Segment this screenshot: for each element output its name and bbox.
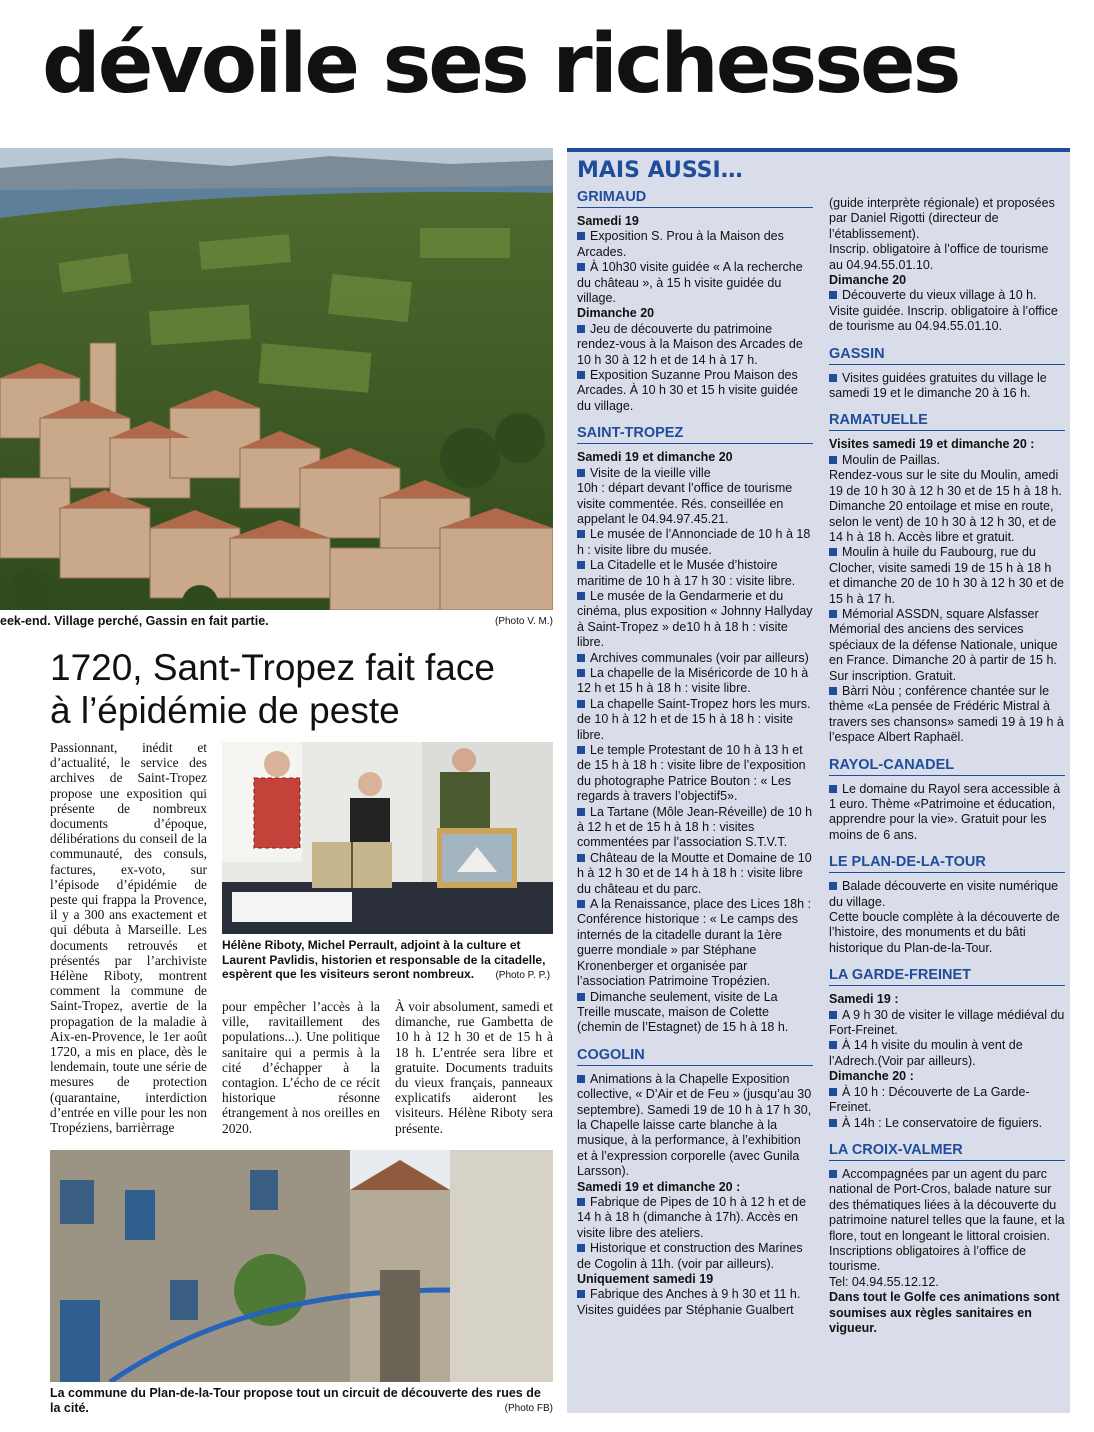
event-item bbox=[829, 910, 1065, 956]
section-title: LA GARDE-FREINET bbox=[829, 966, 1065, 986]
event-item bbox=[577, 1072, 813, 1180]
item-text: Exposition Suzanne Prou Maison des Arcades. À 10 h 30 et 15 h visite guidée du village. bbox=[577, 368, 798, 413]
sidebar-section bbox=[829, 196, 1065, 335]
bullet-square-icon bbox=[829, 374, 837, 382]
item-text: À 14h : Le conservatoire de figuiers. bbox=[842, 1115, 1043, 1130]
item-text: Fabrique des Anches à 9 h 30 et 11 h. Visites guidées par Stéphanie Gualbert bbox=[577, 1287, 801, 1317]
sidebar-section bbox=[829, 966, 1065, 1131]
item-text: La Citadelle et le Musée d’histoire maritime de 10 h à 17 h 30 : visite libre. bbox=[577, 558, 796, 588]
item-text: Bàrri Nòu ; conférence chantée sur le thème «La pensée de Frédéric Mistral à travers ses chansons» samedi 19 à 19 h à l’espace Albert Raphaël. bbox=[829, 683, 1064, 745]
schedule-label bbox=[829, 437, 1065, 452]
bullet-square-icon bbox=[829, 291, 837, 299]
section-title: COGOLIN bbox=[577, 1046, 813, 1066]
event-item bbox=[829, 288, 1065, 334]
item-text: Inscrip. obligatoire à l’office de tourisme au 04.94.55.01.10. bbox=[829, 242, 1049, 272]
event-item bbox=[577, 558, 813, 589]
event-item bbox=[577, 481, 813, 527]
schedule-label bbox=[829, 273, 1065, 288]
bullet-square-icon bbox=[829, 456, 837, 464]
sidebar-section bbox=[829, 756, 1065, 844]
item-text: A la Renaissance, place des Lices 18h : Conférence historique : « Le camps des internés de la citadelle durant la 1ère guerre mondiale » par Stéphane Kronenberger et organisée par l’association Patrimoine Tropézien. bbox=[577, 897, 811, 989]
photo1-caption-text: eek-end. Village perché, Gassin en fait partie. bbox=[0, 614, 269, 628]
item-text: Accompagnées par un agent du parc national de Port-Cros, balade nature sur des thématiques liées à la découverte du patrimoine naturel telles que la faune, et la flore, tout en longeant le littoral croisien. Inscriptions obligatoires à l’office de tourisme. bbox=[829, 1166, 1065, 1274]
event-item bbox=[577, 260, 813, 306]
bullet-square-icon bbox=[829, 1041, 837, 1049]
bullet-square-icon bbox=[829, 1011, 837, 1019]
headline: dévoile ses richesses bbox=[42, 17, 959, 112]
bullet-square-icon bbox=[829, 610, 837, 618]
item-text: Découverte du vieux village à 10 h. Visite guidée. Inscrip. obligatoire à l’office de tourisme au 04.94.55.01.10. bbox=[829, 288, 1058, 334]
bullet-square-icon bbox=[577, 232, 585, 240]
event-item bbox=[577, 1195, 813, 1241]
bullet-square-icon bbox=[577, 469, 585, 477]
item-text: Visites guidées gratuites du village le samedi 19 et le dimanche 20 à 16 h. bbox=[829, 370, 1047, 401]
schedule-label bbox=[577, 1180, 813, 1195]
bullet-square-icon bbox=[577, 1244, 585, 1252]
section-title: LA CROIX-VALMER bbox=[829, 1141, 1065, 1161]
section-title: SAINT-TROPEZ bbox=[577, 424, 813, 444]
schedule-label bbox=[829, 1290, 1065, 1336]
item-text: Jeu de découverte du patrimoine rendez-vous à la Maison des Arcades de 10 h 30 à 12 h et de 14 h à 17 h. bbox=[577, 321, 803, 367]
photo2-caption-text: Hélène Riboty, Michel Perrault, adjoint à la culture et Laurent Pavlidis, historien et responsable de la citadelle, espèrent que les visiteurs seront nombreux. bbox=[222, 938, 546, 981]
event-item bbox=[577, 651, 813, 666]
bullet-square-icon bbox=[829, 1170, 837, 1178]
section-title: LE PLAN-DE-LA-TOUR bbox=[829, 853, 1065, 873]
event-item bbox=[829, 1167, 1065, 1275]
item-text: Balade découverte en visite numérique du village. bbox=[829, 879, 1059, 909]
event-item bbox=[829, 782, 1065, 844]
article-title bbox=[50, 646, 550, 732]
event-item bbox=[577, 368, 813, 414]
photo3-caption-text: La commune du Plan-de-la-Tour propose tout un circuit de découverte des rues de la cité. bbox=[50, 1386, 541, 1415]
exhibition-photo bbox=[222, 742, 553, 934]
event-item bbox=[577, 666, 813, 697]
event-item bbox=[829, 684, 1065, 746]
bullet-square-icon bbox=[829, 1088, 837, 1096]
item-text: Dimanche 20 : bbox=[829, 1069, 914, 1084]
item-text: Mémorial ASSDN, square Alsfasser Mémorial des anciens des services spéciaux de la défense Nationale, unique en France. Dimanche 20 à partir de 15 h. Sur inscription. Gratuit. bbox=[829, 606, 1058, 683]
item-text: La chapelle de la Miséricorde de 10 h à 12 h et 15 h à 18 h : visite libre. bbox=[577, 665, 809, 696]
bullet-square-icon bbox=[577, 1198, 585, 1206]
item-text: Samedi 19 : bbox=[829, 992, 899, 1007]
event-item bbox=[577, 1241, 813, 1272]
event-item bbox=[829, 242, 1065, 273]
bullet-square-icon bbox=[577, 700, 585, 708]
item-text: Le musée de l’Annonciade de 10 h à 18 h : visite libre du musée. bbox=[577, 527, 811, 557]
item-text: Le temple Protestant de 10 h à 13 h et de 15 h à 18 h : visite libre de l’exposition du photographe Patrice Bouton : « Les regards à travers l’objectif5». bbox=[577, 743, 806, 804]
bullet-square-icon bbox=[577, 900, 585, 908]
sidebar-heading: MAIS AUSSI… bbox=[577, 158, 743, 183]
event-item bbox=[829, 196, 1065, 242]
section-title: RAYOL-CANADEL bbox=[829, 756, 1065, 776]
photo1-caption bbox=[0, 614, 553, 629]
bullet-square-icon bbox=[577, 263, 585, 271]
bullet-square-icon bbox=[829, 882, 837, 890]
event-item bbox=[829, 1008, 1065, 1039]
item-text: Dimanche seulement, visite de La Treille muscate, maison de Colette (chemin de l’Estagnet) de 15 h à 18 h. bbox=[577, 989, 789, 1035]
item-text: Samedi 19 bbox=[577, 214, 639, 228]
bullet-square-icon bbox=[577, 669, 585, 677]
bullet-square-icon bbox=[577, 1290, 585, 1298]
sidebar-section bbox=[829, 345, 1065, 402]
event-item bbox=[829, 468, 1065, 545]
event-item bbox=[577, 589, 813, 651]
item-text: Uniquement samedi 19 bbox=[577, 1272, 714, 1286]
article-col2-text: pour empêcher l’accès à la ville, ravitaillement des populations...). Une politique sanitaire qui a permis à la cité d’échapper à la contagion. L’écho de ce récit historique résonne étrangement à nos oreilles en 2020. bbox=[222, 999, 380, 1136]
photo3-credit: (Photo FB) bbox=[504, 1403, 553, 1414]
sidebar-section bbox=[577, 424, 813, 1035]
exhibition-illustration bbox=[222, 742, 553, 934]
event-item bbox=[577, 229, 813, 260]
mais-aussi-sidebar bbox=[567, 148, 1070, 1413]
section-title: RAMATUELLE bbox=[829, 411, 1065, 431]
schedule-label bbox=[577, 1272, 813, 1287]
item-text: La Tartane (Môle Jean-Réveille) de 10 h à 12 h et de 15 h à 18 h : visites commentées par l’association S.T.V.T. bbox=[577, 804, 813, 850]
item-text: À 10h30 visite guidée « A la recherche du château », à 15 h visite guidée du village. bbox=[577, 260, 803, 306]
bullet-square-icon bbox=[577, 325, 585, 333]
item-text: A 9 h 30 de visiter le village médiéval du Fort-Freinet. bbox=[829, 1007, 1065, 1038]
event-item bbox=[829, 371, 1065, 402]
article-col1 bbox=[50, 740, 207, 1140]
item-text: Moulin de Paillas. bbox=[842, 452, 940, 467]
village-street-illustration bbox=[50, 1150, 553, 1382]
event-item bbox=[577, 897, 813, 989]
item-text: Archives communales (voir par ailleurs) bbox=[590, 650, 809, 665]
sidebar-right-column bbox=[829, 196, 1065, 1346]
article-col3-text: À voir absolument, samedi et dimanche, rue Gambetta de 10 h à 12 h 30 et de 15 h à 18 h. L’entrée sera libre et gratuite. Documents traduits du vieux français, panneaux explicatifs aideront les visiteurs. Hélène Riboty sera présente. bbox=[395, 999, 553, 1136]
bullet-square-icon bbox=[577, 561, 585, 569]
plan-de-la-tour-photo bbox=[50, 1150, 553, 1382]
item-text: Fabrique de Pipes de 10 h à 12 h et de 14 h à 18 h (dimanche à 17h). Accès en visite libre des ateliers. bbox=[577, 1194, 807, 1240]
sidebar-section bbox=[577, 1046, 813, 1319]
event-item bbox=[577, 322, 813, 368]
item-text: Le domaine du Rayol sera accessible à 1 euro. Thème «Patrimoine et éducation, apprendre pour la vie». Gratuit pour les moins de 6 ans. bbox=[829, 781, 1061, 842]
event-item bbox=[829, 1085, 1065, 1116]
sidebar-left-column bbox=[577, 188, 813, 1328]
bullet-square-icon bbox=[577, 592, 585, 600]
photo2-caption bbox=[222, 938, 553, 984]
item-text: Samedi 19 et dimanche 20 : bbox=[577, 1179, 741, 1194]
photo3-caption bbox=[50, 1386, 553, 1416]
item-text: (guide interprète régionale) et proposées par Daniel Rigotti (directeur de l’établissement). bbox=[829, 196, 1055, 241]
sidebar-section bbox=[577, 188, 813, 414]
schedule-label bbox=[829, 1069, 1065, 1084]
event-item bbox=[829, 453, 1065, 468]
bullet-square-icon bbox=[577, 808, 585, 816]
event-item bbox=[577, 466, 813, 481]
event-item bbox=[829, 1116, 1065, 1131]
item-text: Le musée de la Gendarmerie et du cinéma, plus exposition « Johnny Hallyday à Saint-Tropez » de10 h à 18 h : visite libre. bbox=[577, 588, 813, 650]
sidebar-section bbox=[829, 853, 1065, 956]
bullet-square-icon bbox=[577, 746, 585, 754]
bullet-square-icon bbox=[577, 1075, 585, 1083]
photo2-credit: (Photo P. P.) bbox=[495, 970, 551, 981]
schedule-label bbox=[577, 214, 813, 229]
item-text: À 10 h : Découverte de La Garde-Freinet. bbox=[829, 1084, 1030, 1115]
photo1-credit: (Photo V. M.) bbox=[495, 616, 553, 627]
schedule-label bbox=[577, 450, 813, 465]
item-text: Visites samedi 19 et dimanche 20 : bbox=[829, 437, 1035, 452]
article-title-line2: à l’épidémie de peste bbox=[50, 690, 400, 731]
event-item bbox=[829, 1038, 1065, 1069]
village-aerial-photo bbox=[0, 148, 553, 610]
item-text: Cette boucle complète à la découverte de l’histoire, des monuments et du bâti historique du Plan-de-la-Tour. bbox=[829, 910, 1060, 955]
item-text: Tel: 04.94.55.12.12. bbox=[829, 1274, 939, 1289]
event-item bbox=[577, 851, 813, 897]
bullet-square-icon bbox=[577, 371, 585, 379]
item-text: Dans tout le Golfe ces animations sont soumises aux règles sanitaires en vigueur. bbox=[829, 1290, 1060, 1335]
item-text: Rendez-vous sur le site du Moulin, amedi 19 de 10 h 30 à 12 h 30 et de 15 h à 18 h. Dimanche 20 entoilage et mise en route, selon le vent) de 10 h 30 à 12 h 30, et de 14 h à 18 h. Accès libre et gratuit. bbox=[829, 468, 1062, 544]
bullet-square-icon bbox=[829, 548, 837, 556]
item-text: Visite de la vieille ville bbox=[590, 465, 711, 480]
item-text: À 14 h visite du moulin à vent de l’Adrech.(Voir par ailleurs). bbox=[829, 1038, 1023, 1068]
section-title: GASSIN bbox=[829, 345, 1065, 365]
event-item bbox=[577, 805, 813, 851]
item-text: 10h : départ devant l’office de tourisme visite commentée. Rés. conseillée en appelant le 04.94.97.45.21. bbox=[577, 481, 793, 526]
item-text: La chapelle Saint-Tropez hors les murs. de 10 h à 12 h et de 15 h à 18 h : visite libre. bbox=[577, 696, 811, 742]
event-item bbox=[577, 743, 813, 805]
bullet-square-icon bbox=[577, 854, 585, 862]
event-item bbox=[829, 545, 1065, 607]
item-text: Animations à la Chapelle Exposition collective, « D’Air et de Feu » (jusqu’au 30 septembre). Samedi 19 de 10 h à 17 h 30, la Chapelle laisse carte blanche à la musique, à la performance, à l’exhibition et à l’expression corporelle (avec Gunila Larsson). bbox=[577, 1071, 812, 1179]
event-item bbox=[577, 697, 813, 743]
sidebar-section bbox=[829, 411, 1065, 745]
bullet-square-icon bbox=[577, 654, 585, 662]
item-text: Exposition S. Prou à la Maison des Arcades. bbox=[577, 229, 784, 259]
village-aerial-illustration bbox=[0, 148, 553, 610]
event-item bbox=[577, 527, 813, 558]
item-text: Dimanche 20 bbox=[577, 306, 655, 321]
bullet-square-icon bbox=[829, 1119, 837, 1127]
item-text: Dimanche 20 bbox=[829, 273, 907, 288]
schedule-label bbox=[577, 306, 813, 321]
bullet-square-icon bbox=[829, 687, 837, 695]
bullet-square-icon bbox=[577, 993, 585, 1001]
item-text: Historique et construction des Marines de Cogolin à 11h. (voir par ailleurs). bbox=[577, 1241, 803, 1271]
event-item bbox=[829, 1275, 1065, 1290]
item-text: Samedi 19 et dimanche 20 bbox=[577, 450, 733, 465]
sidebar-section bbox=[829, 1141, 1065, 1336]
article-col2 bbox=[222, 999, 380, 1139]
article-col3 bbox=[395, 999, 553, 1139]
item-text: Moulin à huile du Faubourg, rue du Clocher, visite samedi 19 de 15 h à 18 h et dimanche 20 de 10 h 30 à 12 h 30 et de 15 h à 17 h. bbox=[829, 545, 1064, 606]
event-item bbox=[829, 879, 1065, 910]
article-col1-text: Passionnant, inédit et d’actualité, le service des archives de Saint-Tropez propose une exposition qui présente de nombreux documents d’époque, délibérations du conseil de la communauté, des consuls, factures, ex-voto, sur l’épisode d’épidémie de peste qui frappa la Provence, il y a 300 ans exactement et qui débuta à Marseille. Les documents retrouvés et présentés par l’archiviste Hélène Riboty, montrent comment la commune de Saint-Tropez, avertie de la propagation de la maladie à Aix-en-Provence, le 1er août 1720, a mis en place, dès le lendemain, toute une série de mesures de protection (quarantaine, interdiction d’entrée en ville pour les non Tropéziens, barrièrrage bbox=[50, 740, 207, 1136]
schedule-label bbox=[829, 992, 1065, 1007]
article-title-line1: 1720, Sant-Tropez fait face bbox=[50, 647, 495, 688]
section-title: GRIMAUD bbox=[577, 188, 813, 208]
bullet-square-icon bbox=[577, 530, 585, 538]
item-text: Château de la Moutte et Domaine de 10 h à 12 h 30 et de 14 h à 18 h : visite libre du château et du parc. bbox=[577, 850, 812, 896]
event-item bbox=[829, 607, 1065, 684]
bullet-square-icon bbox=[829, 785, 837, 793]
event-item bbox=[577, 990, 813, 1036]
event-item bbox=[577, 1287, 813, 1318]
